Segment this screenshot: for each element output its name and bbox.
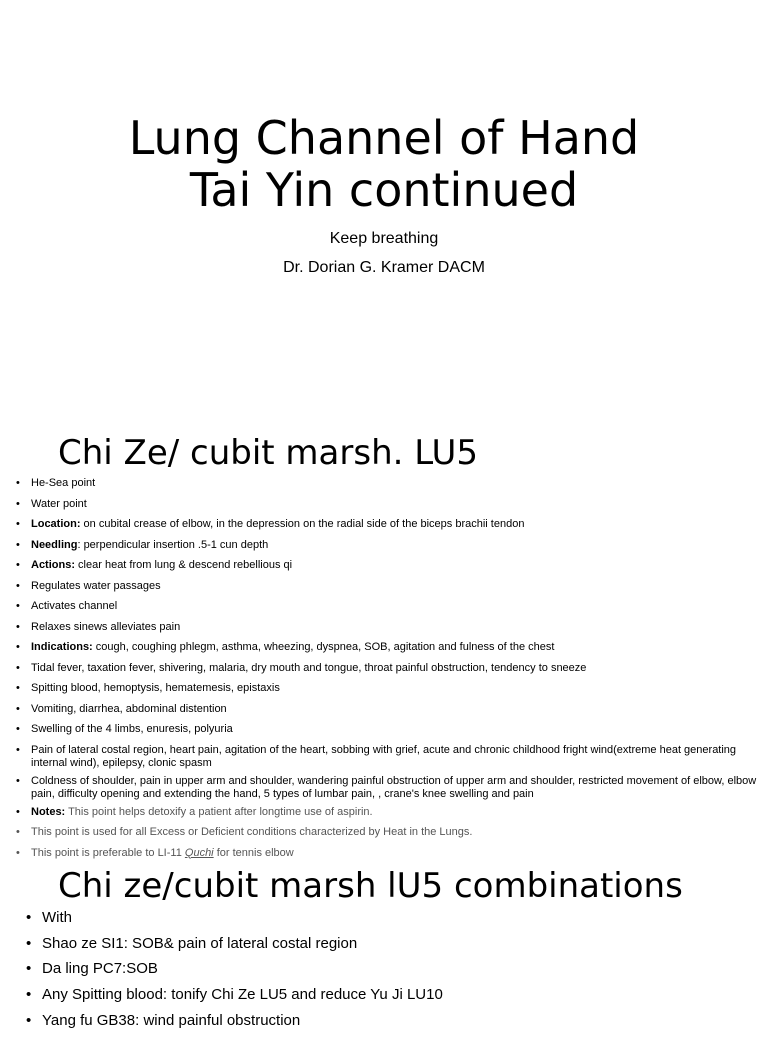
list-item [16,826,761,839]
list-item: • With [26,909,746,927]
item-text: This point helps detoxify a patient after longtime use of aspirin. [65,805,373,818]
list-item [16,723,761,736]
item-text: cough, coughing phlegm, asthma, wheezing, dyspnea, SOB, agitation and fulness of the chest [92,641,555,653]
item-label: Actions: [31,559,75,571]
list-item [16,641,761,654]
item-text: Pain of lateral costal region, heart pain, agitation of the heart, sobbing with grief, acute and chronic childhood fright wind(extreme heat generating internal wind), epilepsy, clonic spasm [31,743,737,769]
slide-title-line-2: Tai Yin continued [189,163,579,217]
title-slide [0,0,768,420]
item-label: Location: [31,518,81,530]
list-item [16,682,761,695]
item-text: This point is preferable to LI-11 [31,846,185,859]
item-label: Notes: [31,805,66,818]
list-item [16,662,761,675]
item-text: Activates channel [31,600,118,612]
item-text: on cubital crease of elbow, in the depression on the radial side of the biceps brachii tendon [80,518,525,530]
item-text: Coldness of shoulder, pain in upper arm and shoulder, wandering painful obstruction of upper arm and shoulder, restricted movement of elbow, elbow pain, difficulty opening and extending the hand, 5 types of lumbar pain, , crane's knee swelling and pain [31,774,757,800]
combinations-bullet-list [26,909,746,1037]
list-item: • Any Spitting blood: tonify Chi Ze LU5 and reduce Yu Ji LU10 [26,986,746,1004]
item-text: Swelling of the 4 limbs, enuresis, polyuria [31,723,233,735]
list-item: • Da ling PC7:SOB [26,960,746,978]
list-item [16,539,761,552]
item-text: : perpendicular insertion .5-1 cun depth [77,538,269,551]
item-label: Indications: [31,641,93,653]
list-item [16,498,761,511]
slide-title-line-1: Lung Channel of Hand [128,111,640,165]
list-item [16,477,761,490]
slide-title [0,112,768,216]
list-item [16,775,761,801]
section-title-chi-ze: Chi Ze/ cubit marsh. LU5 [58,433,479,473]
list-item: • Yang fu GB38: wind painful obstruction [26,1012,746,1030]
item-text: Tidal fever, taxation fever, shivering, malaria, dry mouth and tongue, throat painful obstruction, tendency to sneeze [31,661,587,674]
list-item [16,703,761,716]
list-item [16,559,761,572]
item-text: Regulates water passages [31,579,161,592]
item-text: Relaxes sinews alleviates pain [31,620,181,633]
list-item [16,847,761,860]
list-item [16,621,761,634]
item-text: This point is used for all Excess or Deficient conditions characterized by Heat in the Lungs. [31,826,473,838]
slide-subtitle: Keep breathing [329,230,439,247]
item-text: clear heat from lung & descend rebellious qi [75,559,293,571]
list-item [16,600,761,613]
item-text: Vomiting, diarrhea, abdominal distention [31,702,227,715]
slide-author: Dr. Dorian G. Kramer DACM [283,259,485,276]
item-text: Water point [31,497,87,510]
item-text: for tennis elbow [213,846,294,859]
item-text: He-Sea point [31,477,96,489]
list-item [16,580,761,593]
list-item [16,806,761,819]
list-item [16,744,761,770]
item-italic-term: Quchi [184,846,214,859]
section-title-combinations: Chi ze/cubit marsh lU5 combinations [58,866,683,906]
list-item: • Shao ze SI1: SOB& pain of lateral costal region [26,935,746,953]
list-item [16,518,761,531]
item-label: Needling [31,538,78,551]
chi-ze-bullet-list [16,477,761,867]
item-text: Spitting blood, hemoptysis, hematemesis, epistaxis [31,682,280,694]
